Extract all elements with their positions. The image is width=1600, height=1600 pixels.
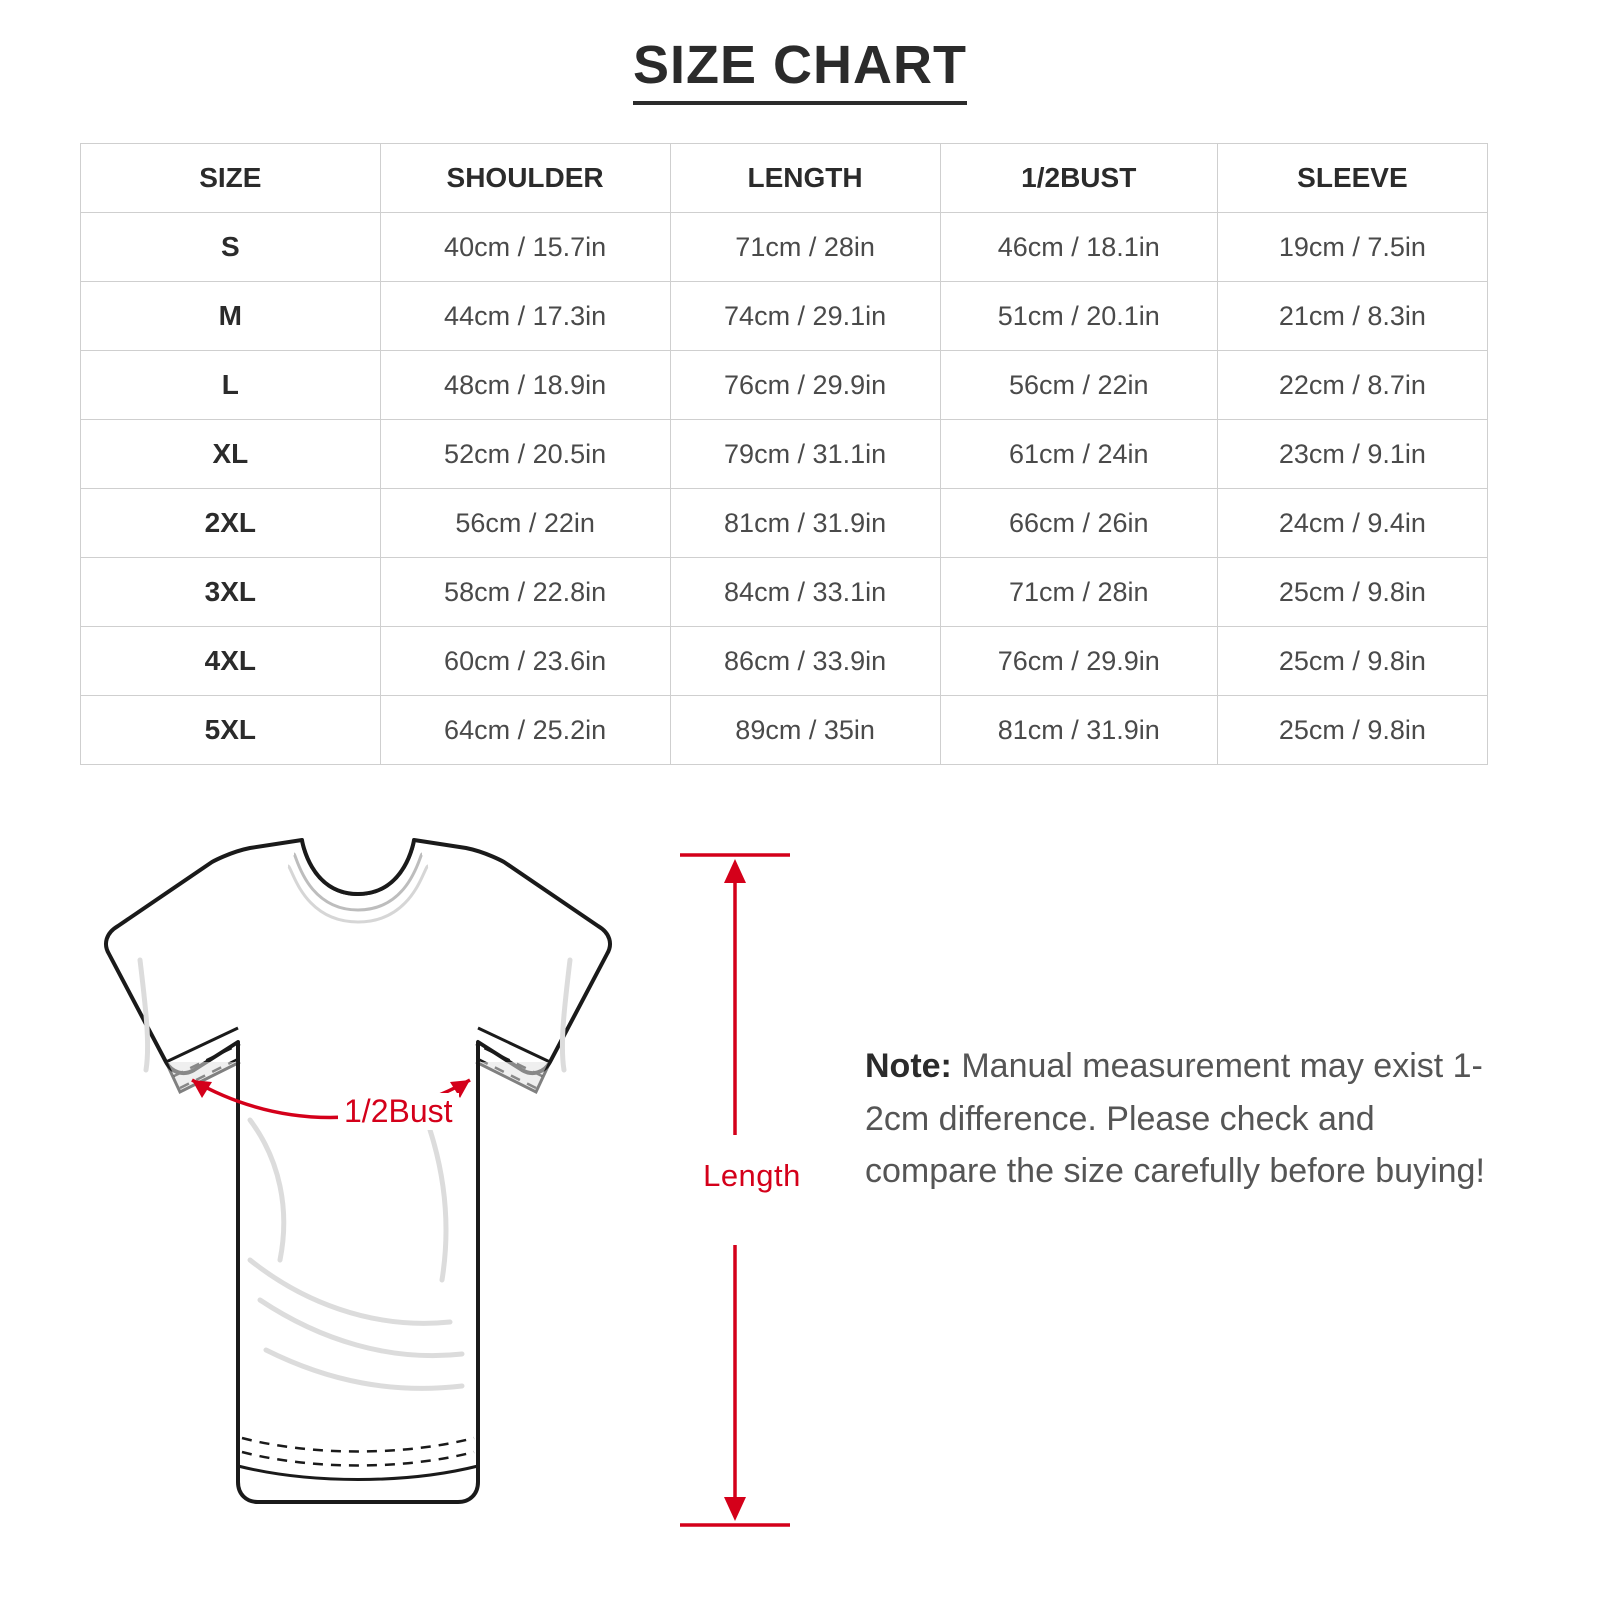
table-header-row <box>81 144 1488 213</box>
table-row <box>81 696 1488 765</box>
cell-halfbust: 56cm / 22in <box>940 351 1217 420</box>
cell-shoulder: 56cm / 22in <box>380 489 670 558</box>
page-title: SIZE CHART <box>633 36 967 105</box>
cell-shoulder: 58cm / 22.8in <box>380 558 670 627</box>
cell-length: 84cm / 33.1in <box>670 558 940 627</box>
cell-sleeve: 22cm / 8.7in <box>1217 351 1487 420</box>
cell-size: M <box>81 282 381 351</box>
table-row <box>81 627 1488 696</box>
cell-length: 76cm / 29.9in <box>670 351 940 420</box>
table-row <box>81 489 1488 558</box>
cell-size: 2XL <box>81 489 381 558</box>
cell-halfbust: 46cm / 18.1in <box>940 213 1217 282</box>
cell-halfbust: 71cm / 28in <box>940 558 1217 627</box>
cell-size: XL <box>81 420 381 489</box>
cell-halfbust: 81cm / 31.9in <box>940 696 1217 765</box>
cell-sleeve: 23cm / 9.1in <box>1217 420 1487 489</box>
page-title-wrap <box>0 36 1600 105</box>
cell-sleeve: 25cm / 9.8in <box>1217 627 1487 696</box>
cell-shoulder: 40cm / 15.7in <box>380 213 670 282</box>
cell-sleeve: 24cm / 9.4in <box>1217 489 1487 558</box>
cell-halfbust: 51cm / 20.1in <box>940 282 1217 351</box>
cell-sleeve: 21cm / 8.3in <box>1217 282 1487 351</box>
cell-length: 74cm / 29.1in <box>670 282 940 351</box>
cell-size: 5XL <box>81 696 381 765</box>
cell-shoulder: 64cm / 25.2in <box>380 696 670 765</box>
cell-shoulder: 60cm / 23.6in <box>380 627 670 696</box>
cell-size: L <box>81 351 381 420</box>
cell-shoulder: 44cm / 17.3in <box>380 282 670 351</box>
note-text <box>865 1040 1485 1198</box>
table-row <box>81 282 1488 351</box>
cell-length: 86cm / 33.9in <box>670 627 940 696</box>
size-chart-table-wrap <box>80 143 1488 765</box>
table-row <box>81 351 1488 420</box>
table-row <box>81 420 1488 489</box>
note-body: Manual measurement may exist 1-2cm difference. Please check and compare the size carefully before buying! <box>865 1047 1485 1191</box>
cell-shoulder: 52cm / 20.5in <box>380 420 670 489</box>
table-row <box>81 558 1488 627</box>
column-header-sleeve: SLEEVE <box>1217 144 1487 213</box>
column-header-halfbust: 1/2BUST <box>940 144 1217 213</box>
cell-shoulder: 48cm / 18.9in <box>380 351 670 420</box>
note-label: Note: <box>865 1047 952 1085</box>
cell-length: 89cm / 35in <box>670 696 940 765</box>
cell-size: 3XL <box>81 558 381 627</box>
size-chart-table <box>80 143 1488 765</box>
cell-sleeve: 19cm / 7.5in <box>1217 213 1487 282</box>
cell-sleeve: 25cm / 9.8in <box>1217 558 1487 627</box>
cell-halfbust: 61cm / 24in <box>940 420 1217 489</box>
column-header-size: SIZE <box>81 144 381 213</box>
cell-size: S <box>81 213 381 282</box>
column-header-length: LENGTH <box>670 144 940 213</box>
cell-length: 81cm / 31.9in <box>670 489 940 558</box>
cell-halfbust: 66cm / 26in <box>940 489 1217 558</box>
cell-size: 4XL <box>81 627 381 696</box>
tshirt-illustration <box>60 830 760 1550</box>
half-bust-label: 1/2Bust <box>338 1093 459 1130</box>
cell-halfbust: 76cm / 29.9in <box>940 627 1217 696</box>
column-header-shoulder: SHOULDER <box>380 144 670 213</box>
cell-sleeve: 25cm / 9.8in <box>1217 696 1487 765</box>
cell-length: 71cm / 28in <box>670 213 940 282</box>
length-label: Length <box>703 1158 801 1193</box>
cell-length: 79cm / 31.1in <box>670 420 940 489</box>
table-row <box>81 213 1488 282</box>
